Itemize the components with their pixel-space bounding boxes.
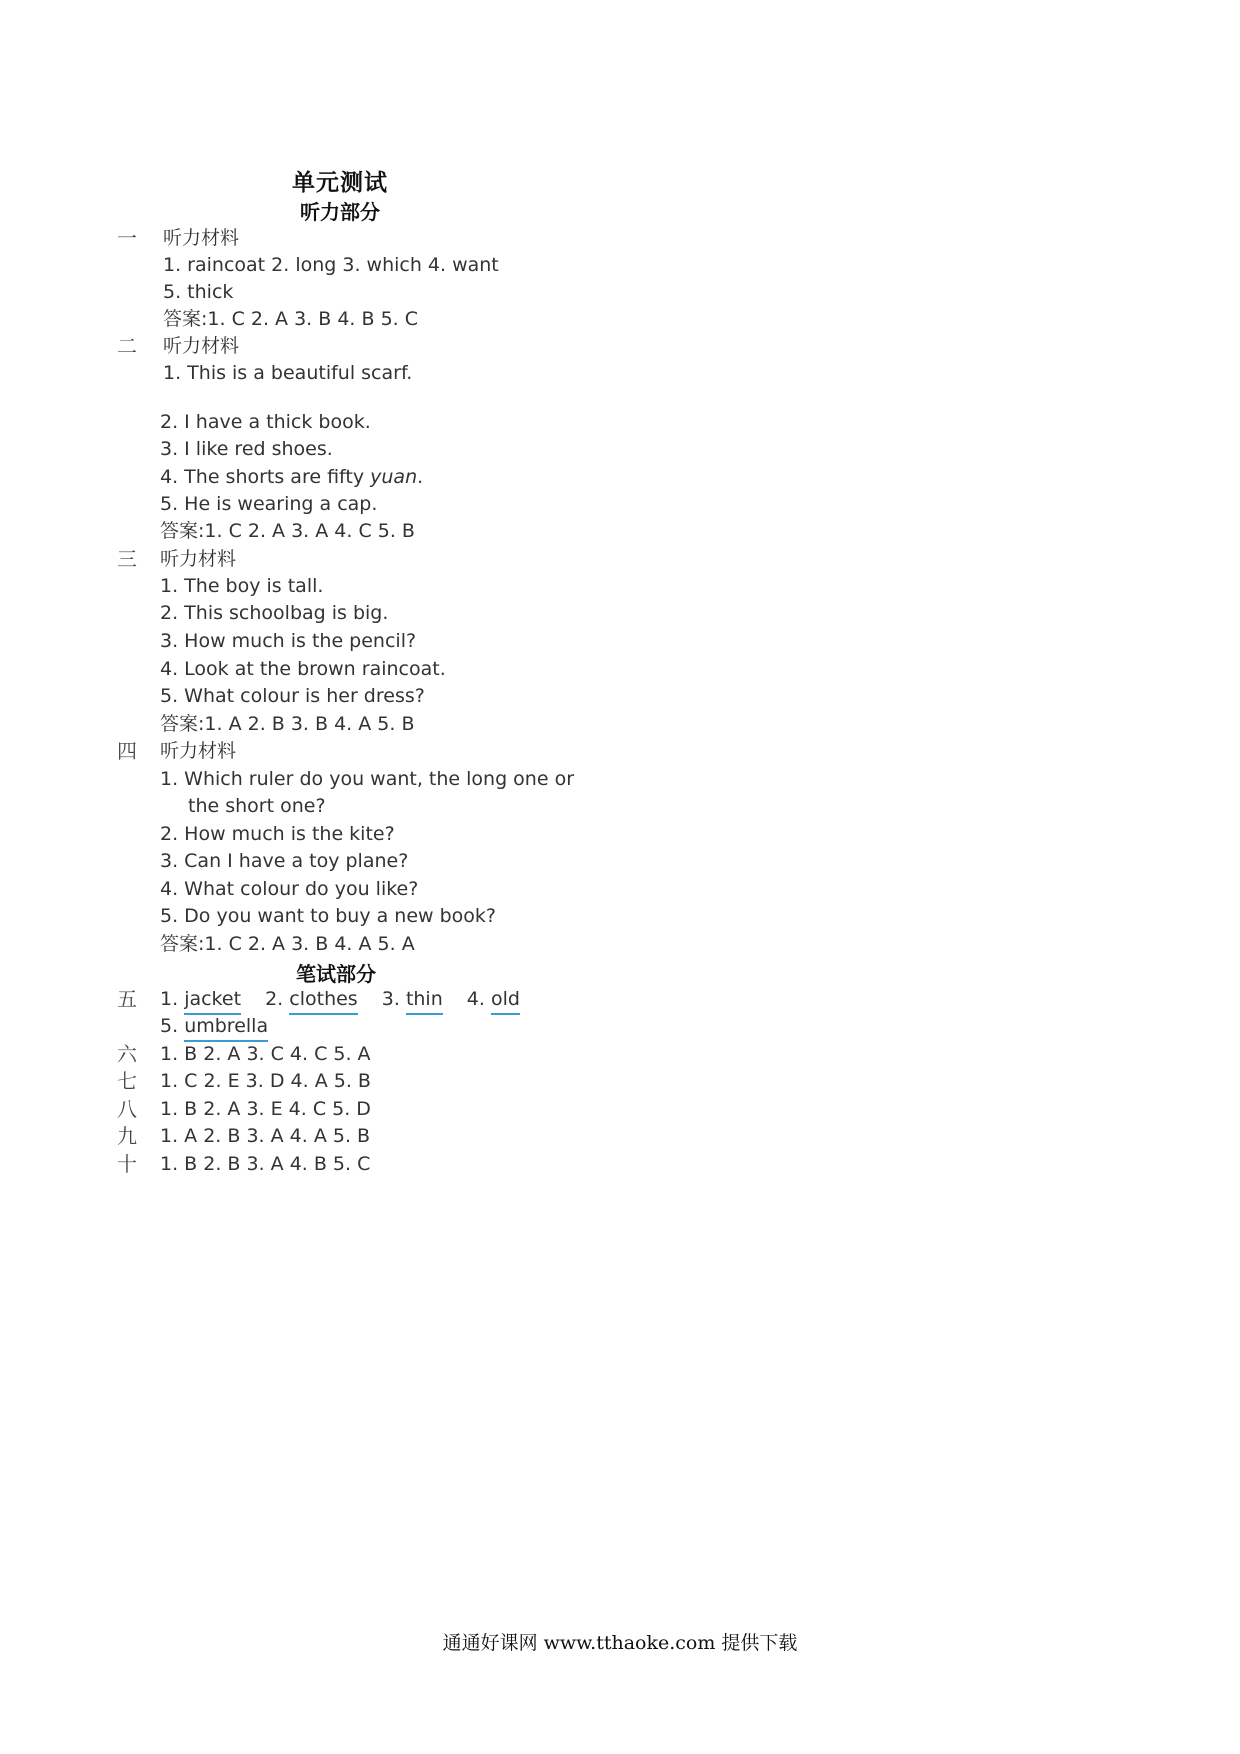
section-5-num: 5. bbox=[160, 1015, 179, 1037]
section-2-item-4-text: 4. The shorts are fifty bbox=[160, 466, 371, 488]
section-3-answer: 答案:1. A 2. B 3. B 4. A 5. B bbox=[160, 713, 415, 735]
listening-heading: 听力部分 bbox=[300, 200, 380, 224]
section-5-num: 4. bbox=[466, 988, 485, 1010]
section-4-number: 四 bbox=[117, 739, 137, 763]
section-2-item: 3. I like red shoes. bbox=[160, 438, 333, 460]
section-3-item: 4. Look at the brown raincoat. bbox=[160, 658, 446, 680]
writing-heading: 笔试部分 bbox=[296, 962, 376, 986]
section-1-number: 一 bbox=[117, 226, 137, 250]
section-5-answer-word: umbrella bbox=[184, 1013, 268, 1042]
section-5-answer-word: clothes bbox=[289, 986, 357, 1015]
section-2-answer: 答案:1. C 2. A 3. A 4. C 5. B bbox=[160, 520, 415, 542]
section-7-answer: 1. C 2. E 3. D 4. A 5. B bbox=[160, 1070, 371, 1092]
section-3-label: 听力材料 bbox=[160, 548, 237, 570]
section-7-number: 七 bbox=[117, 1069, 137, 1093]
section-5-line-1 bbox=[160, 986, 538, 1015]
section-10-number: 十 bbox=[117, 1152, 137, 1176]
section-10-answer: 1. B 2. B 3. A 4. B 5. C bbox=[160, 1153, 371, 1175]
section-4-answer: 答案:1. C 2. A 3. B 4. A 5. A bbox=[160, 933, 415, 955]
section-1-line-2: 5. thick bbox=[163, 281, 234, 303]
section-2-item: 2. I have a thick book. bbox=[160, 411, 371, 433]
section-9-answer: 1. A 2. B 3. A 4. A 5. B bbox=[160, 1125, 371, 1147]
section-5-line-2 bbox=[160, 1013, 286, 1042]
section-3-number: 三 bbox=[117, 547, 137, 571]
section-3-item: 5. What colour is her dress? bbox=[160, 685, 425, 707]
section-5-num: 2. bbox=[265, 988, 284, 1010]
section-2-item: 5. He is wearing a cap. bbox=[160, 493, 378, 515]
section-4-item: 4. What colour do you like? bbox=[160, 878, 419, 900]
section-8-answer: 1. B 2. A 3. E 4. C 5. D bbox=[160, 1098, 371, 1120]
section-6-number: 六 bbox=[117, 1042, 137, 1066]
section-3-item: 3. How much is the pencil? bbox=[160, 630, 417, 652]
section-9-number: 九 bbox=[117, 1124, 137, 1148]
section-5-num: 1. bbox=[160, 988, 179, 1010]
section-2-item: 1. This is a beautiful scarf. bbox=[163, 362, 413, 384]
section-3-item: 1. The boy is tall. bbox=[160, 575, 324, 597]
section-5-answer-word: old bbox=[491, 986, 520, 1015]
section-4-item: 2. How much is the kite? bbox=[160, 823, 395, 845]
section-6-answer: 1. B 2. A 3. C 4. C 5. A bbox=[160, 1043, 371, 1065]
section-1-answer: 答案:1. C 2. A 3. B 4. B 5. C bbox=[163, 308, 418, 330]
section-2-item-4 bbox=[160, 464, 423, 490]
section-4-item: 3. Can I have a toy plane? bbox=[160, 850, 409, 872]
section-2-item-4-italic: yuan bbox=[370, 466, 418, 488]
section-4-item: 1. Which ruler do you want, the long one or bbox=[160, 768, 575, 790]
section-5-num: 3. bbox=[381, 988, 400, 1010]
section-3-item: 2. This schoolbag is big. bbox=[160, 602, 389, 624]
section-2-label: 听力材料 bbox=[163, 335, 240, 357]
section-5-answer-word: thin bbox=[406, 986, 443, 1015]
page-title: 单元测试 bbox=[292, 170, 388, 196]
section-1-line-1: 1. raincoat 2. long 3. which 4. want bbox=[163, 254, 499, 276]
section-4-item: 5. Do you want to buy a new book? bbox=[160, 905, 497, 927]
section-8-number: 八 bbox=[117, 1097, 137, 1121]
section-1-label: 听力材料 bbox=[163, 227, 240, 249]
section-5-answer-word: jacket bbox=[184, 986, 241, 1015]
section-4-item-continuation: the short one? bbox=[188, 795, 326, 817]
footer-text: 通通好课网 www.tthaoke.com 提供下载 bbox=[442, 1632, 798, 1654]
section-4-label: 听力材料 bbox=[160, 740, 237, 762]
section-2-item-4-end: . bbox=[417, 466, 424, 488]
section-5-number: 五 bbox=[117, 987, 137, 1011]
section-2-number: 二 bbox=[117, 334, 137, 358]
